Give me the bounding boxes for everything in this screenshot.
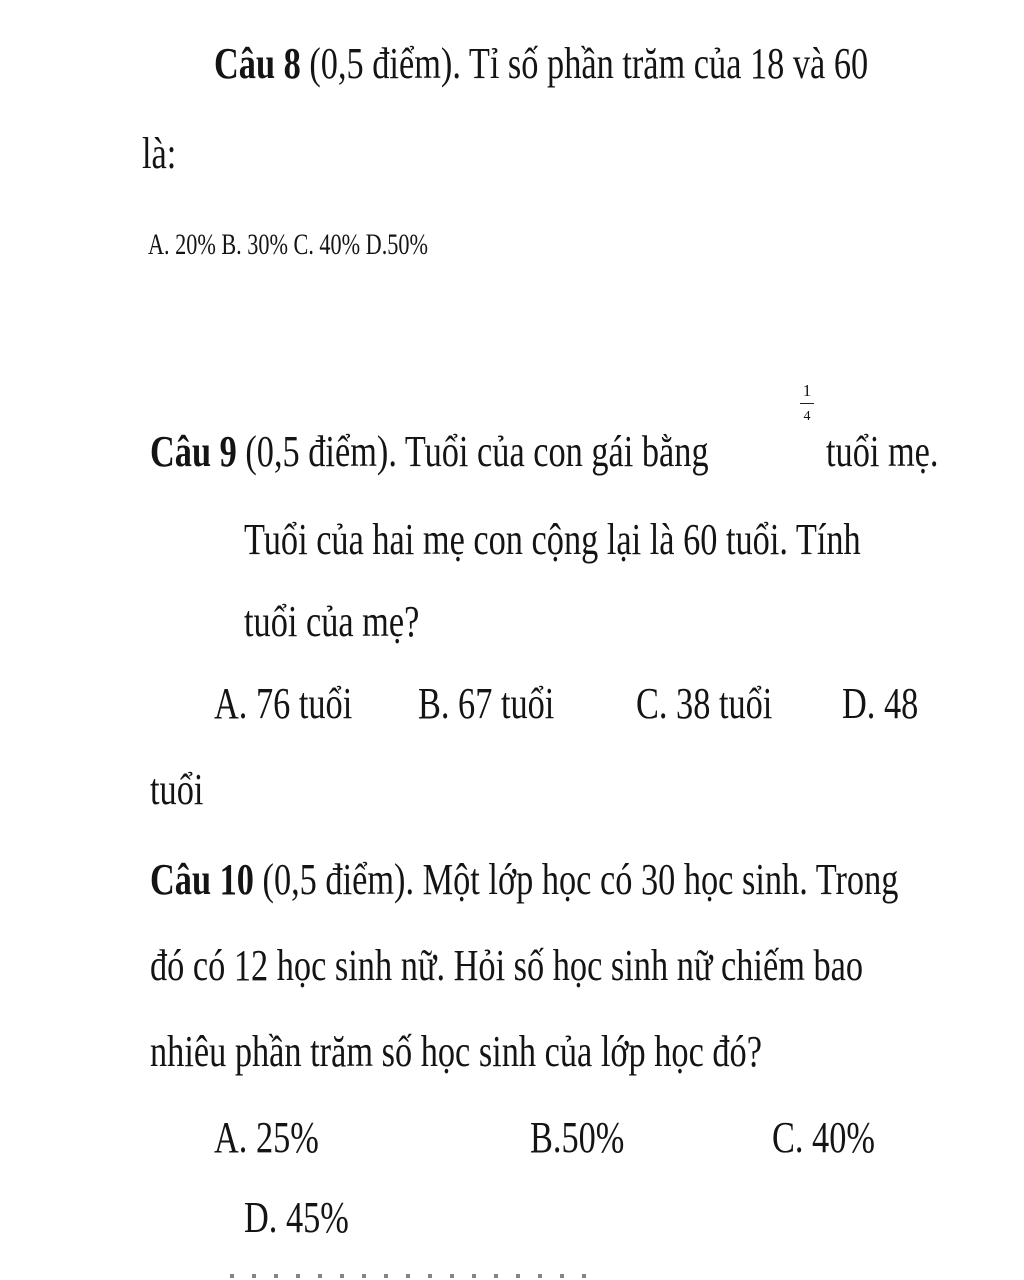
question-10-text: (0,5 điểm). Một lớp học có 30 học sinh. Trong — [253, 855, 899, 904]
question-8-text-continued: là: — [142, 129, 177, 178]
question-9-option-d-continued: tuổi — [150, 765, 204, 814]
question-9-heading — [150, 427, 709, 476]
fraction-denominator: 4 — [803, 409, 811, 424]
question-9-option-d: D. 48 — [842, 679, 919, 728]
fraction-one-quarter — [800, 382, 814, 424]
question-8-text: (0,5 điểm). Tỉ số phần trăm của 18 và 60 — [300, 39, 869, 88]
question-8-heading — [214, 39, 869, 88]
question-10-heading — [150, 855, 899, 904]
question-8-options: A. 20% B. 30% C. 40% D.50% — [148, 228, 428, 261]
fraction-bar — [800, 403, 814, 404]
question-9-option-a: A. 76 tuổi — [214, 679, 353, 728]
question-10-line-2: đó có 12 học sinh nữ. Hỏi số học sinh nữ chiếm bao — [150, 941, 864, 990]
question-10-option-a: A. 25% — [214, 1113, 319, 1162]
question-9-text-after-fraction: tuổi mẹ. — [826, 427, 939, 476]
question-9-option-c: C. 38 tuổi — [636, 679, 773, 728]
question-9-text: (0,5 điểm). Tuổi của con gái bằng — [236, 427, 709, 476]
question-10-option-b: B.50% — [530, 1113, 625, 1162]
cropped-next-line — [230, 1262, 590, 1280]
question-8-label: Câu 8 — [214, 39, 301, 88]
question-10-option-d: D. 45% — [244, 1193, 349, 1242]
question-10-option-c: C. 40% — [772, 1113, 875, 1162]
question-10-label: Câu 10 — [150, 855, 254, 904]
fraction-numerator: 1 — [802, 381, 812, 400]
question-9-line-2: Tuổi của hai mẹ con cộng lại là 60 tuổi. Tính — [244, 515, 861, 564]
question-10-line-3: nhiêu phần trăm số học sinh của lớp học đó? — [150, 1027, 762, 1076]
question-9-option-b: B. 67 tuổi — [418, 679, 555, 728]
question-9-line-3: tuổi của mẹ? — [244, 597, 420, 646]
question-9-label: Câu 9 — [150, 427, 237, 476]
